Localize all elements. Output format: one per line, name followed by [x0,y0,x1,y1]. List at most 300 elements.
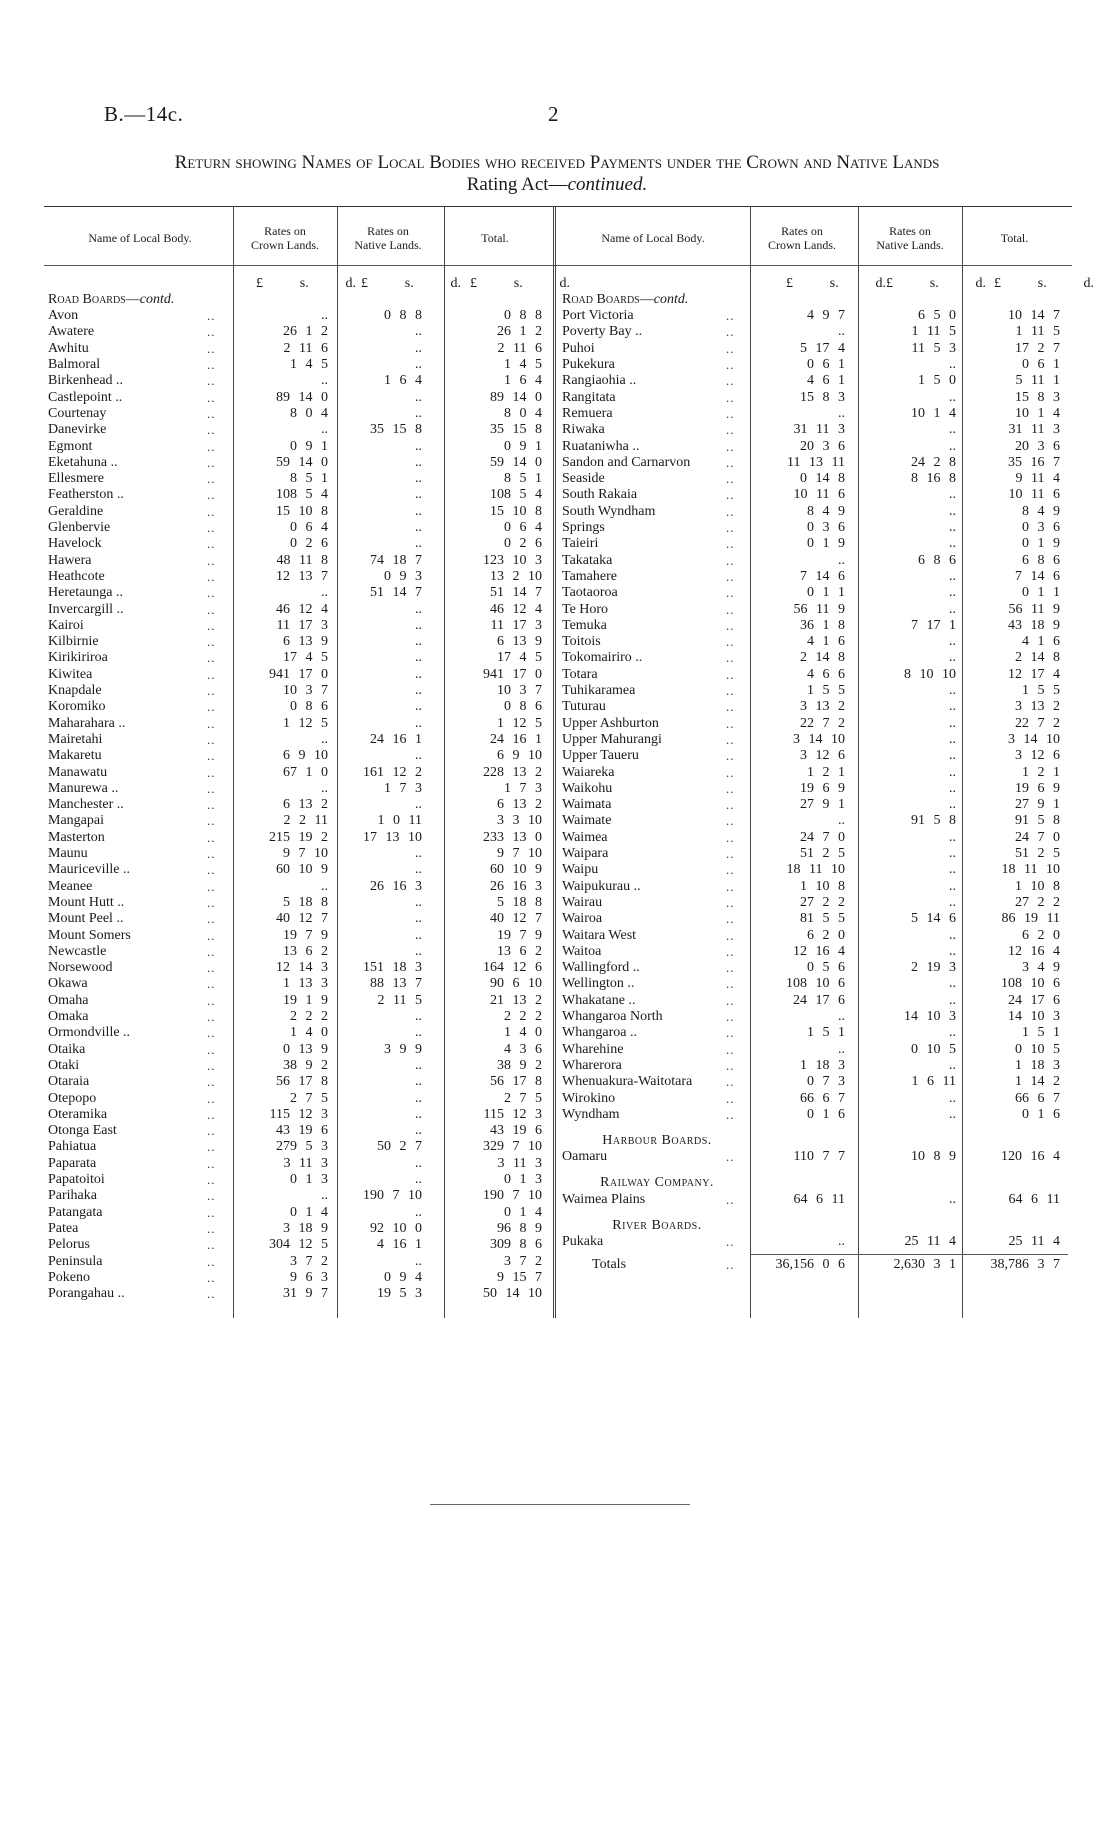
amount-cell: .. [321,731,328,747]
left-body-name: Pahiatua [48,1139,97,1155]
amount-cell: .. [949,1025,956,1041]
left-body-name: Omaha [48,992,89,1008]
leader-dots: .. [726,601,735,617]
left-body-name: Patea [48,1220,79,1236]
amount-cell: .. [949,503,956,519]
amount-cell: 309 8 6 [490,1237,542,1253]
amount-cell: 17 2 7 [1015,340,1060,356]
amount-cell: 1 18 3 [1015,1057,1060,1073]
leader-dots: .. [207,357,216,373]
leader-dots: .. [207,748,216,764]
leader-dots: .. [207,1269,216,1285]
leader-dots: .. [726,471,735,487]
amount-cell: 10 1 4 [911,405,956,421]
amount-cell: .. [415,894,422,910]
right-crown-header-line-1: Crown Lands. [768,238,836,252]
amount-cell: .. [415,797,422,813]
leader-dots: .. [207,878,216,894]
right-body-name: Wairoa [562,911,603,927]
leader-dots: .. [726,487,735,503]
amount-cell: 0 1 4 [504,1204,542,1220]
amount-cell: 2 7 5 [504,1090,542,1106]
leader-dots: .. [726,650,735,666]
amount-cell: .. [415,1009,422,1025]
amount-cell: .. [415,1057,422,1073]
amount-cell: .. [321,585,328,601]
amount-cell: .. [949,422,956,438]
leader-dots: .. [726,960,735,976]
left-currency-sym: £ [361,276,368,291]
leader-dots: .. [207,699,216,715]
left-body-name: Manawatu [48,764,108,780]
amount-cell: 35 15 8 [370,422,422,438]
right-body-name: Waipu [562,862,599,878]
right-body-name: Rangiaohia .. [562,373,637,389]
amount-cell: .. [415,1123,422,1139]
amount-cell: .. [415,862,422,878]
right-body-name: Upper Ashburton [562,715,659,731]
amount-cell: 12 14 3 [276,960,328,976]
right-currency-sym: £ [786,276,793,291]
amount-cell: 3 13 2 [800,699,845,715]
amount-cell: .. [838,552,845,568]
title-line-2 [70,174,1044,196]
amount-cell: 11 13 11 [787,454,845,470]
leader-dots: .. [207,422,216,438]
leader-dots: .. [207,438,216,454]
amount-cell: 91 5 8 [911,813,956,829]
amount-cell: 279 5 3 [276,1139,328,1155]
amount-cell: 0 8 6 [504,699,542,715]
leader-dots: .. [207,894,216,910]
left-body-name: Invercargill .. [48,601,124,617]
amount-cell: 5 18 8 [283,894,328,910]
amount-cell: .. [949,389,956,405]
right-body-name: Waipara [562,846,609,862]
left-body-name: Heathcote [48,568,105,584]
right-body-name: South Rakaia [562,487,638,503]
amount-cell: 15 8 3 [800,389,845,405]
amount-cell: 233 13 0 [483,829,542,845]
amount-cell: 12 16 4 [793,943,845,959]
amount-cell: 2 2 2 [504,1009,542,1025]
amount-cell: 27 9 1 [800,797,845,813]
amount-cell: 108 10 6 [1001,976,1060,992]
amount-cell: 9 7 10 [283,846,328,862]
amount-cell: 60 10 9 [490,862,542,878]
leader-dots: .. [207,1041,216,1057]
leader-dots: .. [726,927,735,943]
amount-cell: 50 14 10 [483,1286,542,1302]
leader-dots: .. [726,992,735,1008]
leader-dots: .. [726,389,735,405]
amount-cell: .. [949,1106,956,1122]
amount-cell: 1 11 5 [911,324,956,340]
leader-dots: .. [207,1204,216,1220]
leader-dots: .. [726,780,735,796]
left-section-text: Road Boards— [48,291,140,307]
left-body-name: Meanee [48,878,93,894]
amount-cell: 6 9 10 [283,748,328,764]
right-body-name: Waipukurau .. [562,878,641,894]
amount-cell: 1 2 1 [807,764,845,780]
left-body-name: Heretaunga .. [48,585,124,601]
right-body-name: South Wyndham [562,503,656,519]
table-header-rule [44,265,1072,266]
right-body-name: Waitoa [562,943,602,959]
amount-cell: 36 1 8 [800,617,845,633]
amount-cell: 40 12 7 [490,911,542,927]
amount-cell: 11 17 3 [490,617,542,633]
left-currency-2 [470,276,570,292]
amount-cell: 11 5 3 [911,340,956,356]
amount-cell: 1 4 0 [504,1025,542,1041]
amount-cell: 6 8 6 [918,552,956,568]
right-body-name: Puhoi [562,340,595,356]
amount-cell: 4 6 1 [807,373,845,389]
left-col-rule-0 [233,206,234,1318]
left-body-name: Awhitu [48,340,89,356]
amount-cell: 123 10 3 [483,552,542,568]
amount-cell: 0 5 6 [807,960,845,976]
amount-cell: 12 16 4 [1008,943,1060,959]
left-body-name: Mount Hutt .. [48,894,125,910]
left-currency-sym: s. [404,276,414,291]
amount-cell: 13 6 2 [283,943,328,959]
amount-cell: .. [949,568,956,584]
amount-cell: .. [415,405,422,421]
left-body-name: Birkenhead .. [48,373,124,389]
left-body-name: Otepopo [48,1090,97,1106]
amount-cell: 46 12 4 [490,601,542,617]
amount-cell: .. [415,503,422,519]
amount-cell: 0 3 6 [1022,520,1060,536]
amount-cell: 2 14 8 [1015,650,1060,666]
amount-cell: 27 9 1 [1015,797,1060,813]
left-body-name: Egmont [48,438,93,454]
amount-cell: 3 12 6 [800,748,845,764]
amount-cell: .. [415,389,422,405]
right-body-name: Tamahere [562,568,617,584]
leader-dots: .. [207,568,216,584]
amount-cell: .. [415,1172,422,1188]
title-line-2-italic: continued. [567,174,648,195]
right-currency-sym: d. [975,276,986,291]
leader-dots: .. [207,308,216,324]
amount-cell: 0 1 6 [807,1106,845,1122]
amount-cell: 304 12 5 [269,1237,328,1253]
amount-cell: 46 12 4 [276,601,328,617]
amount-cell: 26 1 2 [497,324,542,340]
leader-dots: .. [726,1074,735,1090]
amount-cell: .. [415,927,422,943]
leader-dots: .. [207,1025,216,1041]
amount-cell: 108 5 4 [276,487,328,503]
amount-cell: .. [321,1188,328,1204]
leader-dots: .. [726,1025,735,1041]
amount-cell: 51 14 7 [370,585,422,601]
right-body-name: Whakatane .. [562,992,636,1008]
left-body-name: Peninsula [48,1253,103,1269]
left-native-header-line-1: Native Lands. [354,238,422,252]
amount-cell: .. [838,1233,845,1249]
amount-cell: 88 13 7 [370,976,422,992]
amount-cell: .. [949,715,956,731]
amount-cell: 60 10 9 [276,862,328,878]
left-body-name: Balmoral [48,357,101,373]
amount-cell: 6 13 9 [497,634,542,650]
amount-cell: 1 2 1 [1022,764,1060,780]
amount-cell: 10 8 9 [911,1149,956,1165]
amount-cell: 4 6 6 [807,666,845,682]
amount-cell: 0 3 6 [807,520,845,536]
amount-cell: .. [415,1025,422,1041]
amount-cell: 3 7 2 [290,1253,328,1269]
right-body-name: Sandon and Carnarvon [562,454,691,470]
left-currency-1 [361,276,461,292]
leader-dots: .. [207,927,216,943]
left-native-header-line-0: Rates on [367,224,409,238]
right-currency-sym: d. [1083,276,1094,291]
amount-cell: 1 12 5 [497,715,542,731]
leader-dots: .. [726,1233,735,1249]
right-body-name: Waimata [562,797,612,813]
right-name-header-line-0: Name of Local Body. [601,231,705,245]
amount-cell: 38 9 2 [497,1057,542,1073]
left-body-name: Otonga East [48,1123,117,1139]
leader-dots: .. [207,552,216,568]
page-number: 2 [548,102,559,126]
leader-dots: .. [726,373,735,389]
right-body-name: Wyndham [562,1106,620,1122]
amount-cell: 1 5 1 [1022,1025,1060,1041]
left-body-name: Koromiko [48,699,106,715]
left-body-name: Patangata [48,1204,103,1220]
title-line-1: Return showing Names of Local Bodies who received Payments under the Crown and Native Lands [174,152,940,173]
amount-cell: 3 3 10 [497,813,542,829]
leader-dots: .. [726,666,735,682]
amount-cell: 64 6 11 [1008,1191,1060,1207]
amount-cell: 6 2 0 [1022,927,1060,943]
left-body-name: Geraldine [48,503,104,519]
amount-cell: 2 11 5 [377,992,422,1008]
amount-cell: 3 4 9 [1022,960,1060,976]
amount-cell: 22 7 2 [800,715,845,731]
leader-dots: .. [726,438,735,454]
leader-dots: .. [726,1090,735,1106]
right-body-name: Whenuakura-Waitotara [562,1074,693,1090]
right-body-name: Riwaka [562,422,605,438]
right-native-header-line-1: Native Lands. [876,238,944,252]
right-section-heading [562,292,688,308]
amount-cell: 0 8 8 [504,308,542,324]
left-body-name: Castlepoint .. [48,389,123,405]
railway-company-name: Waimea Plains [562,1191,646,1207]
amount-cell: 2 7 5 [290,1090,328,1106]
left-body-name: Courtenay [48,405,107,421]
amount-cell: 31 11 3 [1008,422,1060,438]
amount-cell: 2 2 2 [290,1009,328,1025]
amount-cell: 18 11 10 [786,862,845,878]
leader-dots: .. [207,960,216,976]
left-body-name: Otaika [48,1041,86,1057]
amount-cell: 43 19 6 [276,1123,328,1139]
left-body-name: Porangahau .. [48,1286,125,1302]
right-section-text: Road Boards— [562,291,654,307]
amount-cell: .. [415,324,422,340]
left-body-name: Masterton [48,829,105,845]
left-currency-0 [256,276,356,292]
right-body-name: Totara [562,666,598,682]
amount-cell: 27 2 2 [800,894,845,910]
right-native-header-line-0: Rates on [889,224,931,238]
amount-cell: 161 12 2 [363,764,422,780]
amount-cell: 190 7 10 [483,1188,542,1204]
leader-dots: .. [207,1155,216,1171]
amount-cell: .. [415,1253,422,1269]
leader-dots: .. [207,683,216,699]
leader-dots: .. [726,634,735,650]
left-body-name: Newcastle [48,943,107,959]
leader-dots: .. [207,389,216,405]
leader-dots: .. [207,764,216,780]
right-body-name: Tuturau [562,699,606,715]
left-name-header [48,231,232,245]
leader-dots: .. [207,1237,216,1253]
right-body-name: Toitois [562,634,601,650]
left-body-name: Kirikiriroa [48,650,108,666]
amount-cell: 8 4 9 [807,503,845,519]
leader-dots: .. [726,308,735,324]
amount-cell: .. [415,715,422,731]
amount-cell: 12 13 7 [276,568,328,584]
amount-cell: .. [838,324,845,340]
amount-cell: .. [415,634,422,650]
leader-dots: .. [726,568,735,584]
right-body-name: Taotaoroa [562,585,618,601]
right-body-name: Wallingford .. [562,960,640,976]
leader-dots: .. [207,943,216,959]
left-currency-sym: £ [470,276,477,291]
leader-dots: .. [207,617,216,633]
leader-dots: .. [207,797,216,813]
amount-cell: 18 11 10 [1001,862,1060,878]
amount-cell: 0 1 3 [290,1172,328,1188]
amount-cell: 14 10 3 [1008,1009,1060,1025]
left-body-name: Parihaka [48,1188,97,1204]
amount-cell: 0 10 5 [911,1041,956,1057]
leader-dots: .. [207,536,216,552]
leader-dots: .. [726,683,735,699]
leader-dots: .. [726,846,735,862]
amount-cell: 19 6 9 [1015,780,1060,796]
amount-cell: 0 14 8 [800,471,845,487]
left-body-name: Mount Peel .. [48,911,124,927]
amount-cell: .. [949,650,956,666]
amount-cell: 0 8 8 [384,308,422,324]
right-body-name: Poverty Bay .. [562,324,643,340]
amount-cell: .. [949,780,956,796]
right-name-header [556,231,750,245]
amount-cell: 59 14 0 [490,454,542,470]
leader-dots: .. [726,520,735,536]
amount-cell: 8 10 10 [904,666,956,682]
amount-cell: 0 8 6 [290,699,328,715]
amount-cell: .. [415,454,422,470]
amount-cell: 86 19 11 [1001,911,1060,927]
amount-cell: 91 5 8 [1015,813,1060,829]
amount-cell: 19 6 9 [800,780,845,796]
leader-dots: .. [726,1057,735,1073]
left-body-name: Papatoitoi [48,1172,105,1188]
amount-cell: 26 1 2 [283,324,328,340]
right-body-name: Upper Mahurangi [562,731,662,747]
right-currency-1 [886,276,986,292]
amount-cell: 164 12 6 [483,960,542,976]
amount-cell: 4 16 1 [377,1237,422,1253]
amount-cell: .. [949,536,956,552]
amount-cell: 0 1 9 [1022,536,1060,552]
harbour-boards-heading: Harbour Boards. [602,1132,712,1148]
amount-cell: 1 7 3 [504,780,542,796]
amount-cell: 50 2 7 [377,1139,422,1155]
amount-cell: 24 2 8 [911,454,956,470]
right-body-name: Remuera [562,405,613,421]
closing-rule [430,1504,690,1505]
table-top-rule [44,206,1072,207]
left-body-name: Hawera [48,552,92,568]
amount-cell: 4 1 6 [807,634,845,650]
leader-dots: .. [726,1009,735,1025]
left-currency-sym: £ [256,276,263,291]
left-body-name: Featherston .. [48,487,124,503]
left-body-name: Avon [48,308,79,324]
left-body-name: Kiwitea [48,666,93,682]
amount-cell: 1 6 11 [911,1074,956,1090]
leader-dots: .. [207,1253,216,1269]
amount-cell: 66 6 7 [800,1090,845,1106]
amount-cell: 25 11 4 [904,1233,956,1249]
amount-cell: .. [415,748,422,764]
amount-cell: 6 8 6 [1022,552,1060,568]
amount-cell: 12 17 4 [1008,666,1060,682]
amount-cell: 19 7 9 [497,927,542,943]
amount-cell: 24 17 6 [793,992,845,1008]
amount-cell: 941 17 0 [483,666,542,682]
amount-cell: 9 7 10 [497,846,542,862]
title-line-2-text: Rating Act— [466,174,568,195]
amount-cell: 2 19 3 [911,960,956,976]
right-body-name: Waimea [562,829,608,845]
amount-cell: .. [949,634,956,650]
right-body-name: Tuhikaramea [562,683,636,699]
right-body-name: Ruataniwha .. [562,438,640,454]
amount-cell: 5 18 8 [497,894,542,910]
right-total-header-line-0: Total. [1000,231,1029,245]
left-body-name: Pokeno [48,1269,90,1285]
amount-cell: 215 19 2 [269,829,328,845]
left-body-name: Oteramika [48,1106,108,1122]
amount-cell: 10 14 7 [1008,308,1060,324]
amount-cell: 0 1 6 [1022,1106,1060,1122]
amount-cell: .. [949,585,956,601]
amount-cell: 7 14 6 [1015,568,1060,584]
amount-cell: 19 5 3 [377,1286,422,1302]
amount-cell: 2 11 6 [497,340,542,356]
leader-dots: .. [726,699,735,715]
amount-cell: 20 3 6 [800,438,845,454]
right-currency-2 [994,276,1094,292]
